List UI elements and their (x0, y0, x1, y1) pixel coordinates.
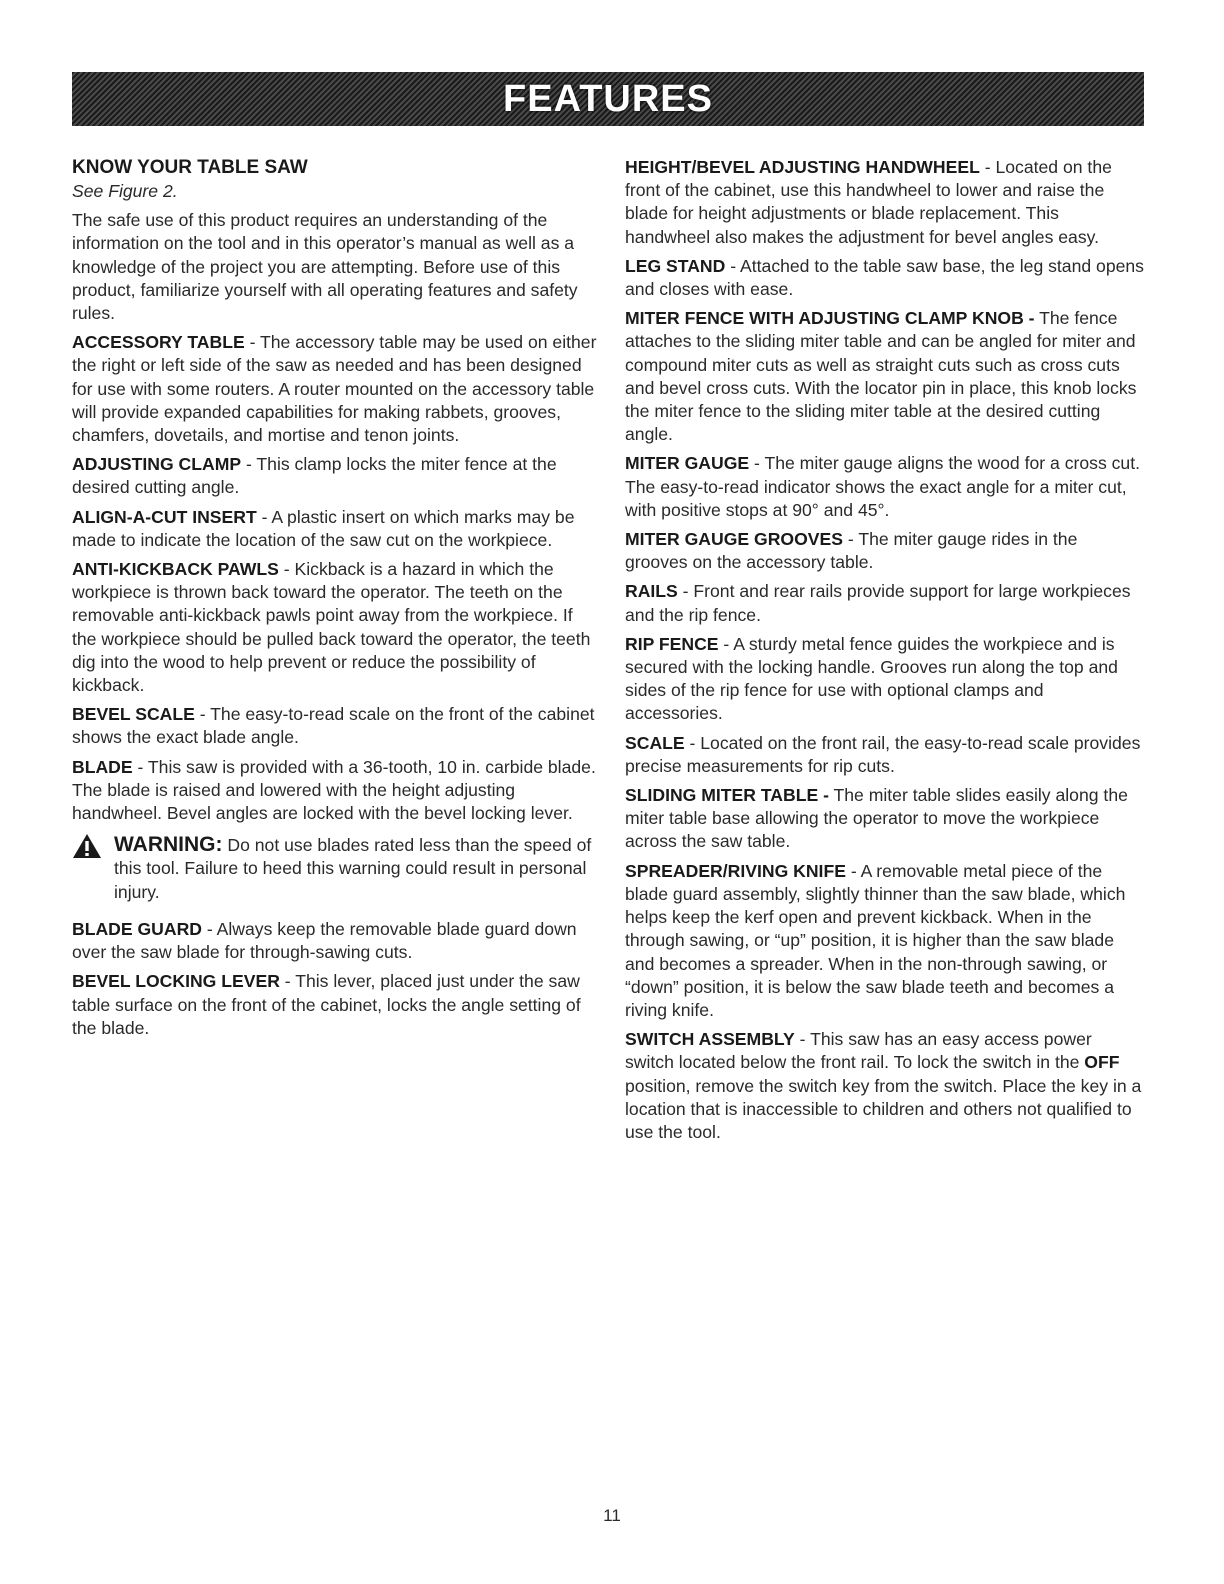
feature-description: The miter table slides easily along the miter table base allowing the operator to move the workpiece across the saw table. (625, 785, 1128, 852)
feature-term: MITER GAUGE GROOVES (625, 529, 843, 550)
feature-term: HEIGHT/BEVEL ADJUSTING HANDWHEEL (625, 157, 980, 177)
feature-description: - Front and rear rails provide support for large workpieces and the rip fence. (625, 581, 1131, 625)
feature-description: - Located on the front of the cabinet, use this handwheel to lower and raise the blade for height adjustments or blade replacement. This handwheel also makes the adjustment for bevel angles easy. (625, 157, 1112, 247)
feature-description: - This saw has an easy access power switch located below the front rail. To lock the switch in the (625, 1029, 1092, 1073)
feature-description: - A sturdy metal fence guides the workpiece and is secured with the locking handle. Grooves run along the top and sides of the rip fence for use with optional clamps and accessories. (625, 633, 1118, 724)
feature-term: ALIGN-A-CUT INSERT (72, 506, 257, 527)
feature-term: BEVEL LOCKING LEVER (72, 971, 280, 992)
feature-term: ANTI-KICKBACK PAWLS (72, 559, 279, 580)
feature-entry (625, 860, 1144, 1022)
feature-description: - This clamp locks the miter fence at the desired cutting angle. (72, 454, 557, 498)
banner-title: FEATURES (503, 77, 713, 120)
feature-term: MITER GAUGE (625, 453, 750, 474)
feature-description: - Always keep the removable blade guard down over the saw blade for through-sawing cuts. (72, 918, 577, 963)
warning-label: WARNING: (114, 833, 223, 857)
feature-term: LEG STAND (625, 255, 726, 276)
feature-entry (72, 918, 600, 964)
feature-term: SLIDING MITER TABLE - (625, 785, 829, 806)
feature-term: BLADE GUARD (72, 918, 202, 939)
feature-description: The fence attaches to the sliding miter table and can be angled for miter and compound miter cuts as well as straight cuts such as cross cuts and bevel cross cuts. With the locator pin in place, this knob locks the miter fence to the sliding miter table at the desired cutting angle. (625, 308, 1137, 445)
feature-term: SWITCH ASSEMBLY (625, 1029, 795, 1050)
feature-term: ADJUSTING CLAMP (72, 454, 242, 475)
feature-entry (625, 580, 1144, 626)
feature-description: - A plastic insert on which marks may be made to indicate the location of the saw cut on the workpiece. (72, 506, 575, 550)
right-column (625, 156, 1144, 1150)
feature-entry (625, 633, 1144, 726)
feature-entry (72, 453, 600, 499)
warning-callout (72, 833, 600, 904)
figure-reference: See Figure 2. (72, 181, 178, 201)
feature-term: ACCESSORY TABLE (72, 332, 245, 353)
feature-entry (72, 703, 600, 749)
feature-description: - A removable metal piece of the blade guard assembly, slightly thinner than the saw blade, which helps keep the kerf open and prevent kickback. When in the through sawing, or “up” position, it is higher than the saw blade and becomes a spreader. When in the non-through sawing, or “down” position, it is below the saw blade teeth and becomes a riving knife. (625, 860, 1126, 1020)
feature-entry (625, 784, 1144, 854)
feature-entry (72, 756, 600, 826)
feature-description: - This saw is provided with a 36-tooth, 10 in. carbide blade. The blade is raised and lowered with the height adjusting handwheel. Bevel angles are locked with the bevel locking lever. (72, 756, 596, 824)
feature-entry (625, 307, 1144, 446)
feature-description: - Located on the front rail, the easy-to-read scale provides precise measurements for rip cuts. (625, 732, 1141, 776)
intro-paragraph: The safe use of this product requires an understanding of the information on the tool and in this operator’s manual as well as a knowledge of the project you are attempting. Before use of this product, familiarize yourself with all operating features and safety rules. (72, 210, 578, 324)
feature-term: MITER FENCE WITH ADJUSTING CLAMP KNOB - (625, 308, 1035, 329)
feature-entry (625, 156, 1144, 249)
feature-entry (625, 528, 1144, 574)
feature-description: - The miter gauge rides in the grooves on the accessory table. (625, 529, 1078, 573)
warning-message: Do not use blades rated less than the speed of this tool. Failure to heed this warning could result in personal injury. (114, 835, 592, 902)
feature-term: SCALE (625, 732, 685, 753)
warning-text (114, 833, 600, 904)
feature-entry (72, 331, 600, 447)
feature-term: RIP FENCE (625, 633, 719, 654)
feature-entry (625, 1028, 1144, 1144)
feature-entry (72, 558, 600, 697)
feature-description: - This lever, placed just under the saw table surface on the front of the cabinet, locks the angle setting of the blade. (72, 971, 581, 1038)
feature-entry (625, 255, 1144, 301)
feature-description: - Attached to the table saw base, the leg stand opens and closes with ease. (625, 255, 1144, 300)
warning-triangle-icon (72, 833, 114, 865)
feature-description: - The easy-to-read scale on the front of the cabinet shows the exact blade angle. (72, 704, 595, 748)
feature-entry (72, 506, 600, 552)
feature-description: - The miter gauge aligns the wood for a cross cut. The easy-to-read indicator shows the exact angle for a miter cut, with positive stops at 90° and 45°. (625, 453, 1140, 520)
section-heading: KNOW YOUR TABLE SAW (72, 157, 308, 178)
page-number: 11 (603, 1506, 621, 1525)
feature-term: RAILS (625, 581, 678, 602)
feature-description: - Kickback is a hazard in which the workpiece is thrown back toward the operator. The teeth on the removable anti-kickback pawls point away from the workpiece. If the workpiece should be pulled back toward the operator, the teeth dig into the wood to help prevent or reduce the possibility of kickback. (72, 559, 591, 696)
feature-entry (625, 732, 1144, 778)
features-banner (72, 72, 1144, 126)
feature-description-continued: position, remove the switch key from the switch. Place the key in a location that is inaccessible to children and others not qualified to use the tool. (625, 1075, 1142, 1142)
feature-description: - The accessory table may be used on either the right or left side of the saw as needed and has been designed for use with some routers. A router mounted on the accessory table will provide expanded capabilities for making rabbets, grooves, chamfers, dovetails, and mortise and tenon joints. (72, 332, 597, 446)
feature-term: BEVEL SCALE (72, 704, 195, 725)
off-position-label: OFF (1084, 1052, 1120, 1073)
feature-term: SPREADER/RIVING KNIFE (625, 860, 846, 881)
left-column (72, 156, 600, 1046)
feature-entry (625, 452, 1144, 522)
feature-term: BLADE (72, 756, 133, 777)
feature-entry (72, 970, 600, 1040)
